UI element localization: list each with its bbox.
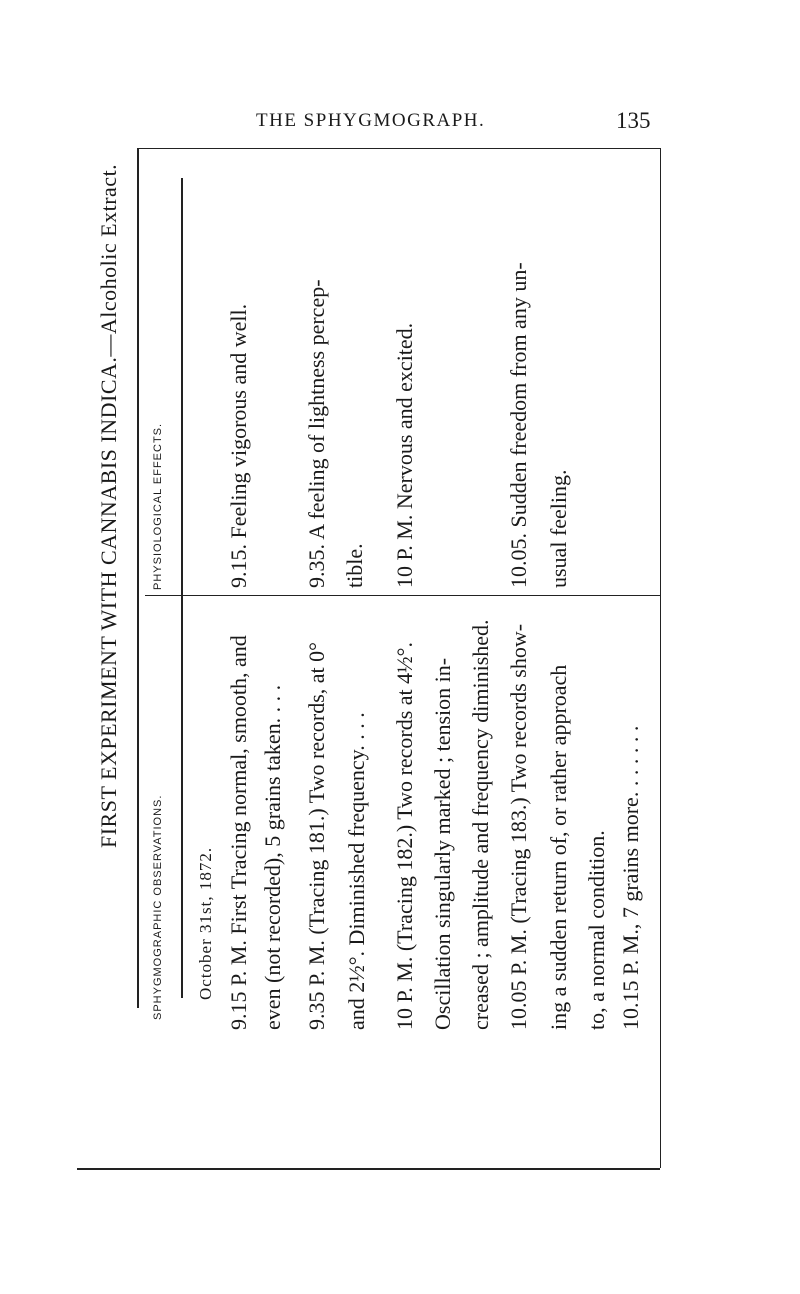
observation-line: 10.05 P. M. (Tracing 183.) Two records show- [506, 623, 531, 1030]
observation-line: even (not recorded), 5 grains taken. . . . [260, 684, 285, 1030]
effects-heading: PHYSIOLOGICAL EFFECTS. [152, 422, 164, 590]
effect-line: 9.15. Feeling vigorous and well. [226, 303, 251, 588]
observation-line: 9.35 P. M. (Tracing 181.) Two records, at 0° [304, 642, 329, 1030]
effect-line: 9.35. A feeling of lightness percep- [304, 279, 329, 588]
effect-line: 10 P. M. Nervous and excited. [392, 322, 417, 588]
observation-line: creased ; amplitude and frequency diminished. [468, 619, 493, 1030]
effect-line: tible. [342, 543, 367, 588]
page-number: 135 [616, 108, 651, 133]
header-divider [181, 178, 183, 998]
observation-line: to, a normal condition. [584, 830, 609, 1030]
rule-right [660, 148, 661, 1168]
observation-line: 10 P. M. (Tracing 182.) Two records at 4½°. [392, 642, 417, 1030]
observation-line: 9.15 P. M. First Tracing normal, smooth, and [226, 635, 251, 1030]
observation-line: and 2½°. Diminished frequency. . . . [344, 712, 369, 1030]
rule-bottom [77, 1168, 660, 1170]
running-title: THE SPHYGMOGRAPH. [256, 110, 486, 131]
running-head [0, 106, 800, 136]
observation-line: ing a sudden return of, or rather approach [546, 664, 571, 1030]
observation-line: 10.15 P. M., 7 grains more. . . . . . . [618, 725, 643, 1030]
rule-left [137, 148, 139, 1008]
table-title: FIRST EXPERIMENT WITH CANNABIS INDICA.—Alcoholic Extract. [96, 163, 121, 848]
column-divider [145, 595, 660, 596]
rule-top [137, 148, 660, 149]
effect-line: usual feeling. [546, 469, 571, 588]
observation-date: October 31st, 1872. [196, 846, 215, 1000]
observation-line: Oscillation singularly marked ; tension in- [430, 657, 455, 1030]
observations-heading: SPHYGMOGRAPHIC OBSERVATIONS. [152, 794, 164, 1020]
effect-line: 10.05. Sudden freedom from any un- [506, 262, 531, 588]
